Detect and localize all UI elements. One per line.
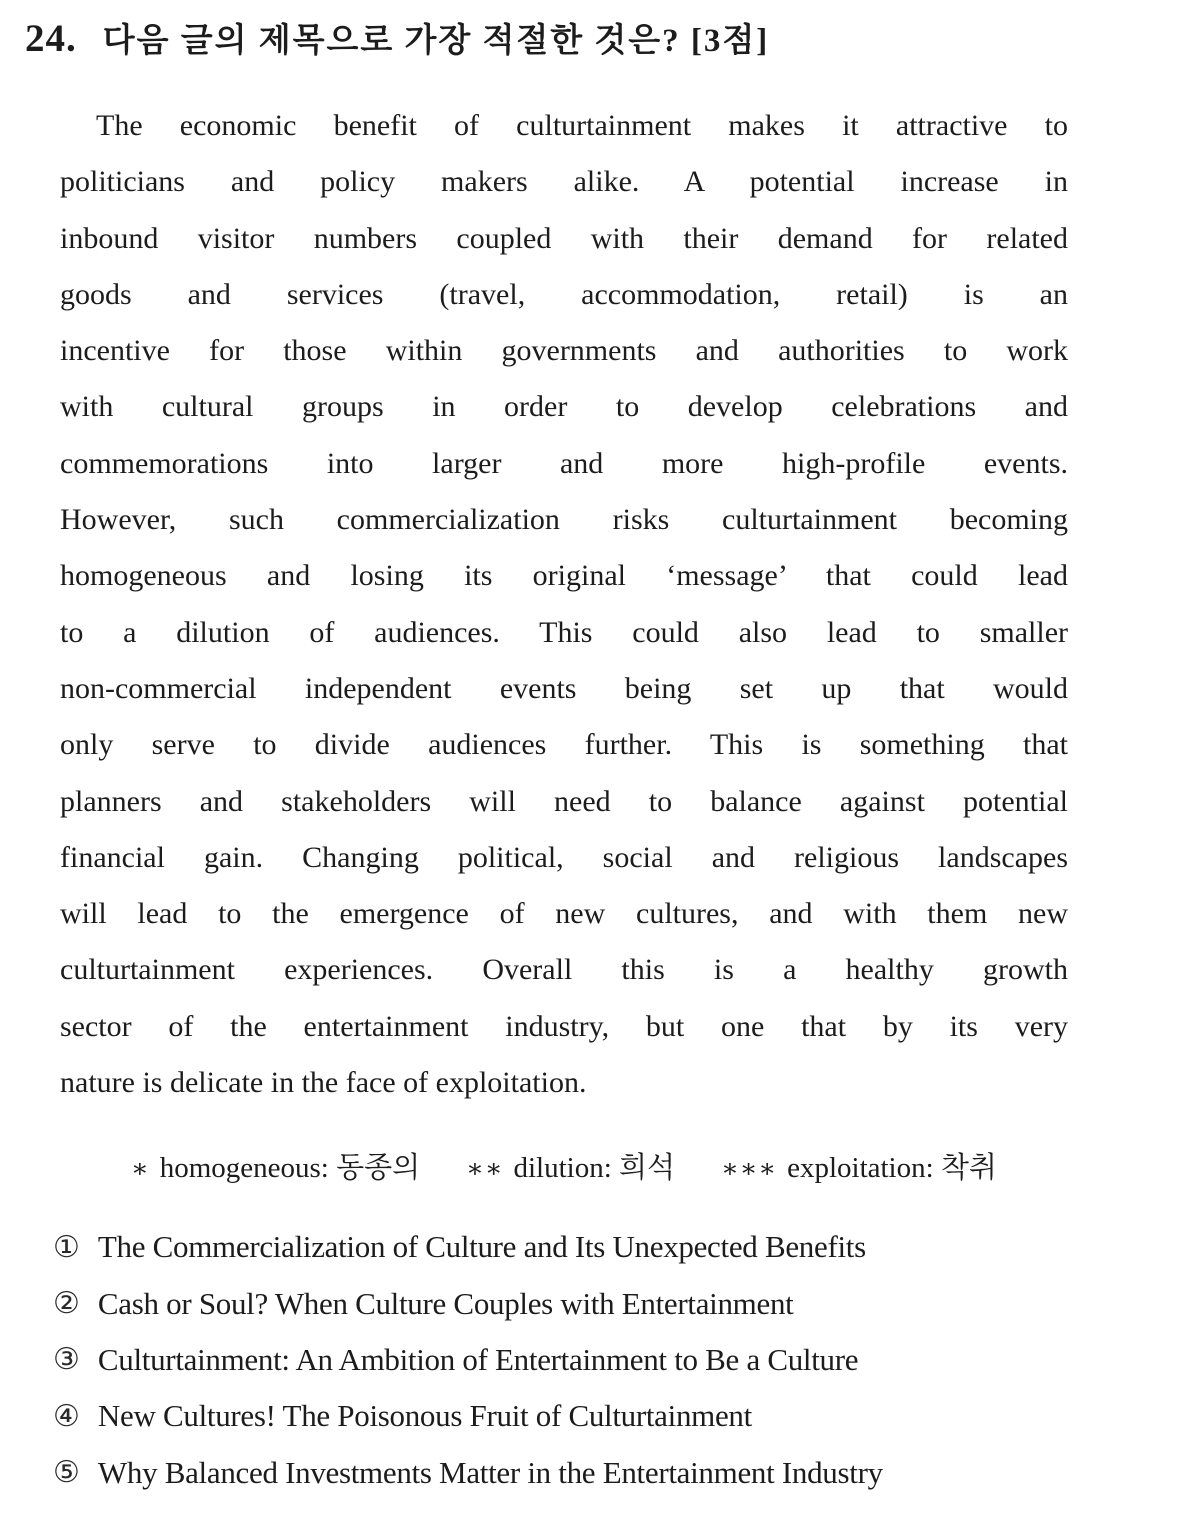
- passage-line: planners and stakeholders will need to balance against potential: [60, 784, 1068, 818]
- choice-4: [53, 1388, 1163, 1444]
- passage-line: The economic benefit of culturtainment makes it attractive to: [96, 109, 1068, 142]
- choice-2: [53, 1275, 1163, 1331]
- passage-line: inbound visitor numbers coupled with their demand for related: [60, 221, 1068, 255]
- passage-line: only serve to divide audiences further. This is something that: [60, 728, 1068, 762]
- choice-1-text: The Commercialization of Culture and Its Unexpected Benefits: [97, 1229, 866, 1265]
- choice-5-number-icon: ⑤: [53, 1455, 80, 1491]
- question-number: 24.: [25, 17, 77, 60]
- footnote-text: homogeneous: 동종의: [159, 1152, 421, 1184]
- question-prompt: 다음 글의 제목으로 가장 적절한 것은? [3점]: [102, 23, 770, 59]
- passage-line: However, such commercialization risks culturtainment becoming: [60, 503, 1068, 537]
- passage-line: incentive for those within governments and authorities to work: [60, 334, 1068, 368]
- passage-line: nature is delicate in the face of exploitation.: [60, 1066, 587, 1100]
- footnote-dilution: [466, 1142, 675, 1195]
- passage-line: financial gain. Changing political, social and religious landscapes: [60, 840, 1068, 874]
- choice-5: [53, 1445, 1163, 1501]
- footnotes: [60, 1142, 1068, 1195]
- passage-line: goods and services (travel, accommodation, retail) is an: [60, 277, 1068, 311]
- footnote-marker: ∗: [131, 1154, 150, 1183]
- passage-line: non-commercial independent events being set up that would: [60, 671, 1068, 705]
- footnote-text: exploitation: 착취: [787, 1152, 997, 1184]
- footnote-marker: ∗∗∗: [721, 1154, 778, 1183]
- choice-2-text: Cash or Soul? When Culture Couples with Entertainment: [97, 1285, 794, 1321]
- choice-4-number-icon: ④: [53, 1398, 80, 1434]
- choice-5-text: Why Balanced Investments Matter in the Entertainment Industry: [97, 1454, 883, 1490]
- passage-line: culturtainment experiences. Overall this is a healthy growth: [60, 953, 1068, 987]
- choice-1-number-icon: ①: [53, 1229, 80, 1265]
- passage-line: to a dilution of audiences. This could also lead to smaller: [60, 615, 1068, 649]
- passage-line: homogeneous and losing its original ‘message’ that could lead: [60, 559, 1068, 593]
- passage-line: with cultural groups in order to develop celebrations and: [60, 390, 1068, 424]
- footnote-exploitation: [721, 1142, 997, 1195]
- passage-line: will lead to the emergence of new cultures, and with them new: [60, 897, 1068, 931]
- choice-3-text: Culturtainment: An Ambition of Entertainment to Be a Culture: [97, 1341, 859, 1377]
- choice-3: [53, 1332, 1163, 1388]
- choice-3-number-icon: ③: [53, 1342, 80, 1378]
- footnote-homogeneous: [131, 1142, 420, 1195]
- footnote-text: dilution: 희석: [513, 1152, 676, 1184]
- choice-4-text: New Cultures! The Poisonous Fruit of Culturtainment: [97, 1398, 752, 1434]
- choice-2-number-icon: ②: [53, 1286, 80, 1322]
- passage-line: commemorations into larger and more high-profile events.: [60, 446, 1068, 480]
- footnote-marker: ∗∗: [466, 1154, 504, 1183]
- question-header: [25, 14, 1175, 61]
- passage: [60, 98, 1068, 1111]
- passage-line: sector of the entertainment industry, but one that by its very: [60, 1009, 1068, 1043]
- passage-line: politicians and policy makers alike. A potential increase in: [60, 165, 1068, 199]
- choice-1: [53, 1219, 1163, 1275]
- answer-choices: [53, 1219, 1163, 1501]
